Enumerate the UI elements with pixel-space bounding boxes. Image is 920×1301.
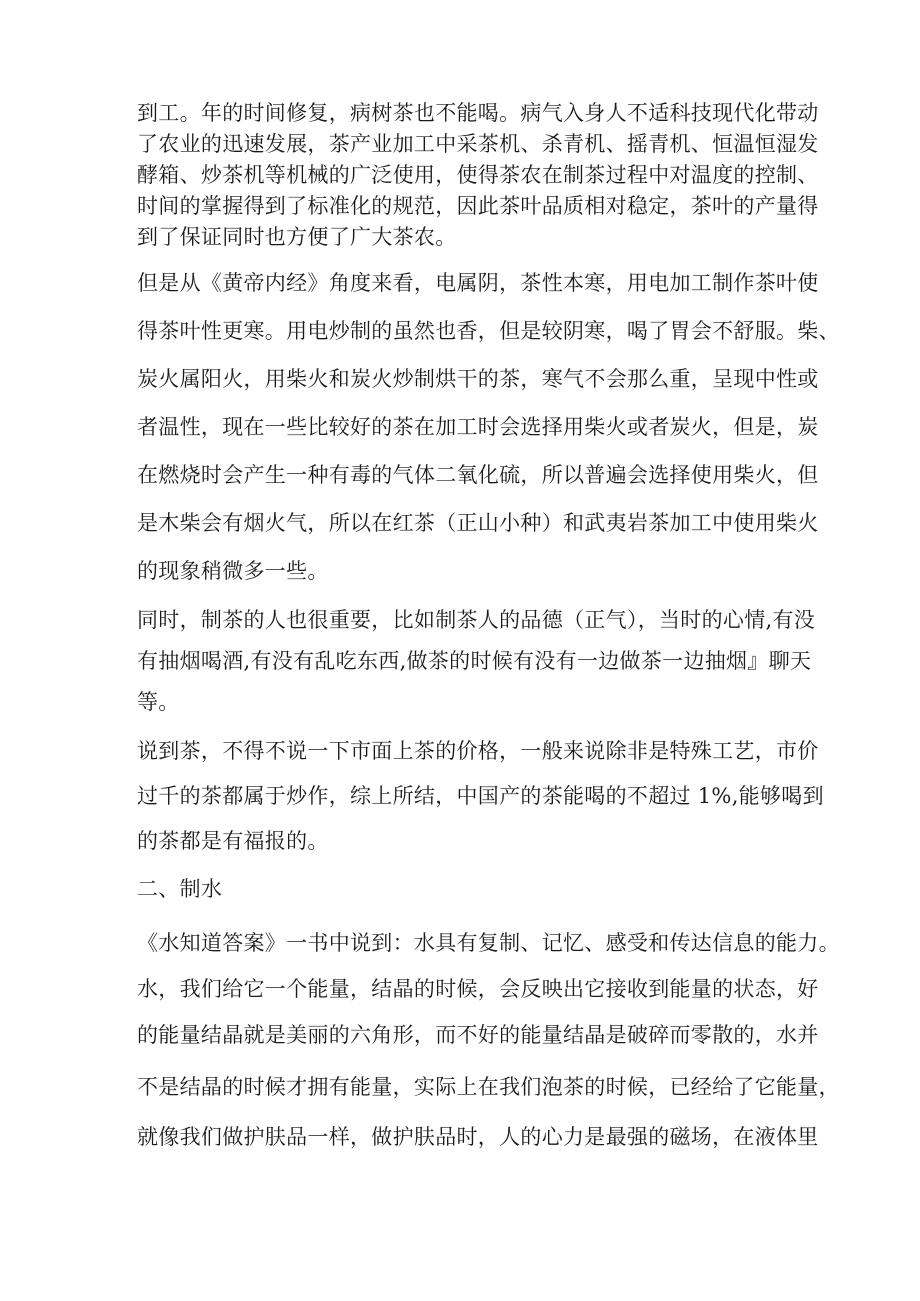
paragraph-1-line-5: 到了保证同时也方便了广大茶农。 (137, 225, 457, 249)
paragraph-2-line-2: 得茶叶性更寒。用电炒制的虽然也香，但是较阴寒，喝了胃会不舒服。柴、 (137, 319, 840, 343)
paragraph-3-line-2: 有抽烟喝酒,有没有乱吃东西,做茶的时候有没有一边做茶一边抽烟』聊天 (137, 649, 812, 673)
paragraph-2-line-3: 炭火属阳火，用柴火和炭火炒制烘干的茶，寒气不会那么重，呈现中性或 (137, 367, 819, 391)
paragraph-3-line-3: 等。 (137, 690, 180, 714)
paragraph-5-line-5: 就像我们做护肤品一样，做护肤品时，人的心力是最强的磁场，在液体里 (137, 1125, 819, 1149)
paragraph-1-line-3: 酵箱、炒茶机等机械的广泛使用，使得茶农在制茶过程中对温度的控制、 (137, 163, 819, 187)
paragraph-5-line-2: 水，我们给它一个能量，结晶的时候，会反映出它接收到能量的状态，好 (137, 977, 819, 1001)
paragraph-2-line-5: 在燃烧时会产生一种有毒的气体二氧化硫，所以普遍会选择使用柴火，但 (137, 463, 819, 487)
paragraph-3-line-1: 同时，制茶的人也很重要，比如制茶人的品德（正气），当时的心情,有没 (137, 608, 816, 632)
paragraph-4-line-2: 过千的茶都属于炒作，综上所结，中国产的茶能喝的不超过 1%,能够喝到 (137, 784, 824, 808)
paragraph-2-line-4: 者温性，现在一些比较好的茶在加工时会选择用柴火或者炭火，但是，炭 (137, 415, 819, 439)
paragraph-2-line-7: 的现象稍微多一些。 (137, 559, 329, 583)
paragraph-1-line-1: 到工。年的时间修复，病树茶也不能喝。病气入身人不适科技现代化带动 (137, 101, 819, 125)
paragraph-5-line-1: 《水知道答案》一书中说到：水具有复制、记忆、感受和传达信息的能力。 (137, 931, 840, 955)
paragraph-2-line-1: 但是从《黄帝内经》角度来看，电属阴，茶性本寒，用电加工制作茶叶使 (137, 271, 819, 295)
paragraph-1-line-2: 了农业的迅速发展，茶产业加工中采茶机、杀青机、摇青机、恒温恒湿发 (137, 132, 819, 156)
paragraph-4-line-3: 的茶都是有福报的。 (137, 829, 329, 853)
paragraph-5-line-4: 不是结晶的时候才拥有能量，实际上在我们泡茶的时候，已经给了它能量， (137, 1075, 840, 1099)
paragraph-1-line-4: 时间的掌握得到了标准化的规范，因此茶叶品质相对稳定，茶叶的产量得 (137, 194, 819, 218)
paragraph-2-line-6: 是木柴会有烟火气，所以在红茶（正山小种）和武夷岩茶加工中使用柴火 (137, 511, 819, 535)
paragraph-4-line-1: 说到茶，不得不说一下市面上茶的价格，一般来说除非是特殊工艺，市价 (137, 739, 819, 763)
paragraph-5-line-3: 的能量结晶就是美丽的六角形，而不好的能量结晶是破碎而零散的，水并 (137, 1023, 819, 1047)
section-heading: 二、制水 (137, 877, 223, 901)
